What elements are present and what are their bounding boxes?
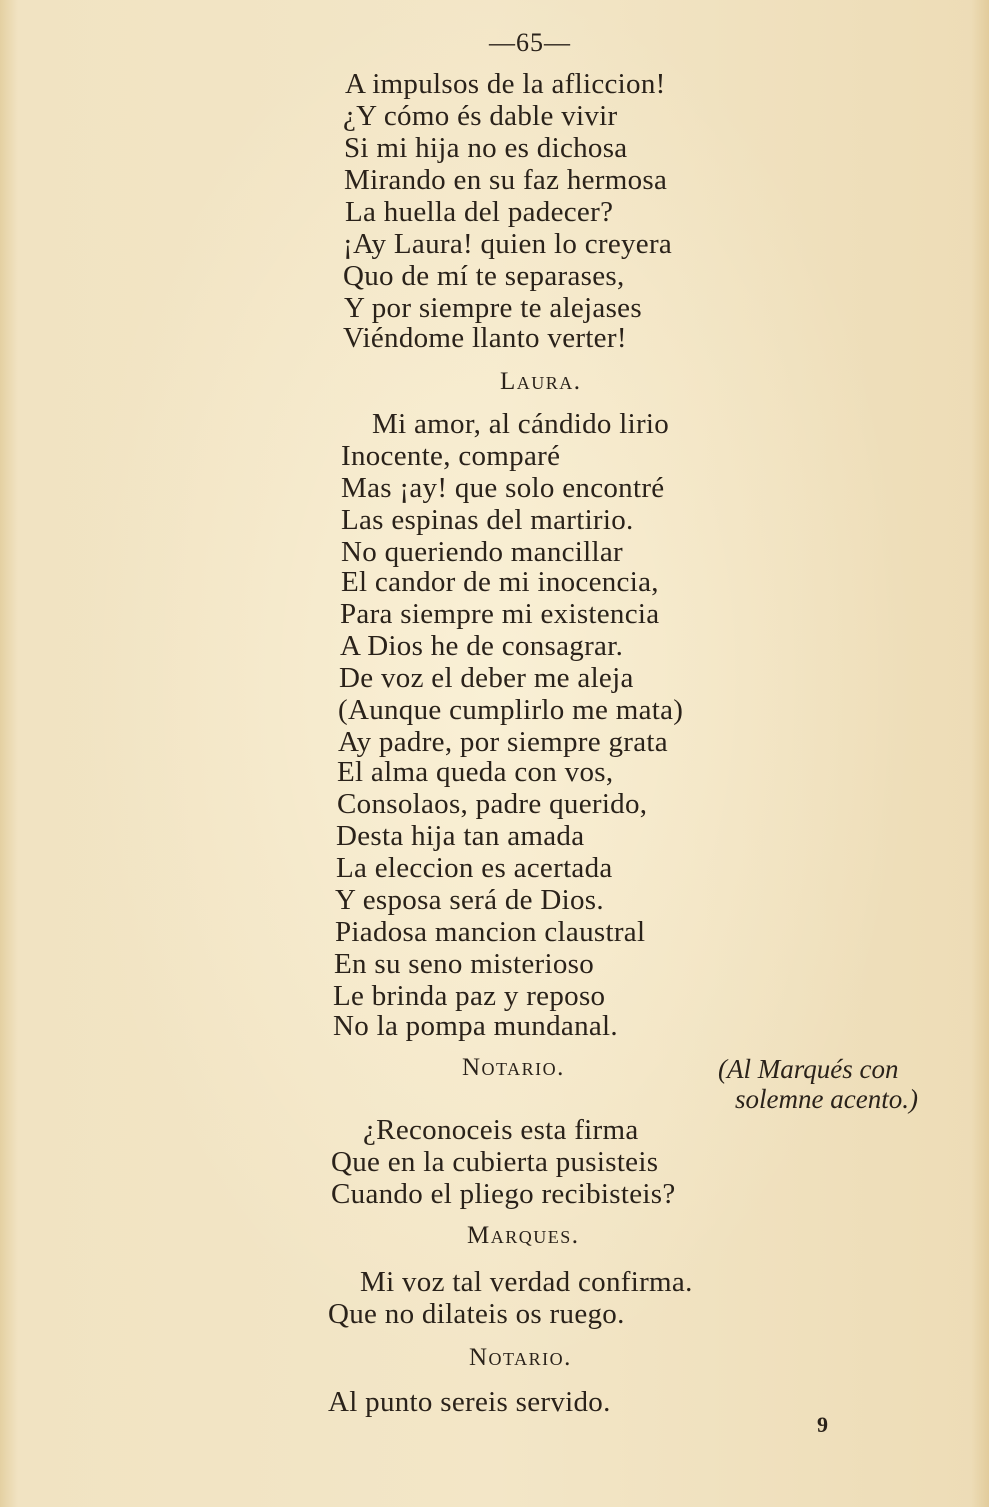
verse-line: Quo de mí te separases, (343, 260, 625, 292)
verse-line: El alma queda con vos, (337, 756, 614, 788)
verse-line: ¿Reconoceis esta firma (363, 1114, 639, 1146)
verse-line: ¡Ay Laura! quien lo creyera (343, 228, 673, 260)
verse-line: En su seno misterioso (334, 948, 595, 980)
verse-line: Ay padre, por siempre grata (338, 726, 668, 758)
verse-line: Le brinda paz y reposo (333, 980, 606, 1012)
speaker-name: Marques. (467, 1222, 580, 1249)
verse-line: Que en la cubierta pusisteis (331, 1146, 659, 1178)
verse-line: Mirando en su faz hermosa (344, 164, 668, 196)
signature-mark: 9 (817, 1412, 828, 1437)
speaker-name: Notario. (469, 1344, 572, 1371)
verse-line: Para siempre mi existencia (340, 598, 660, 630)
verse-line: Consolaos, padre querido, (337, 788, 648, 820)
page-edge (971, 0, 989, 1507)
verse-line: ¿Y cómo és dable vivir (343, 100, 618, 132)
verse-line: Viéndome llanto verter! (343, 322, 627, 354)
verse-line: Si mi hija no es dichosa (344, 132, 628, 164)
verse-line: La eleccion es acertada (336, 852, 613, 884)
verse-line: La huella del padecer? (345, 196, 614, 228)
verse-line: Desta hija tan amada (336, 820, 585, 852)
verse-line: No queriendo mancillar (341, 536, 624, 568)
verse-line: A impulsos de la afliccion! (345, 68, 666, 100)
verse-line: El candor de mi inocencia, (341, 566, 659, 598)
verse-line: De voz el deber me aleja (339, 662, 634, 694)
verse-line: Y por siempre te alejases (344, 292, 642, 324)
verse-line: Piadosa mancion claustral (335, 916, 646, 948)
verse-line: Que no dilateis os ruego. (328, 1298, 625, 1330)
verse-line: Inocente, comparé (341, 440, 561, 472)
verse-line: Mi voz tal verdad confirma. (360, 1266, 693, 1298)
verse-line: Mi amor, al cándido lirio (372, 408, 670, 440)
verse-line: (Aunque cumplirlo me mata) (338, 694, 684, 726)
stage-direction: solemne acento.) (735, 1084, 918, 1114)
verse-line: A Dios he de consagrar. (340, 630, 624, 662)
speaker-name: Notario. (462, 1054, 565, 1081)
verse-line: Y esposa será de Dios. (335, 884, 604, 916)
verse-line: Al punto sereis servido. (328, 1386, 611, 1418)
verse-line: Las espinas del martirio. (341, 504, 634, 536)
stage-direction: (Al Marqués con (718, 1054, 899, 1084)
verse-line: No la pompa mundanal. (333, 1010, 618, 1042)
speaker-name: Laura. (500, 368, 582, 395)
verse-line: Cuando el pliego recibisteis? (331, 1178, 676, 1210)
verse-line: Mas ¡ay! que solo encontré (341, 472, 665, 504)
page-number-header: —65— (489, 28, 571, 57)
